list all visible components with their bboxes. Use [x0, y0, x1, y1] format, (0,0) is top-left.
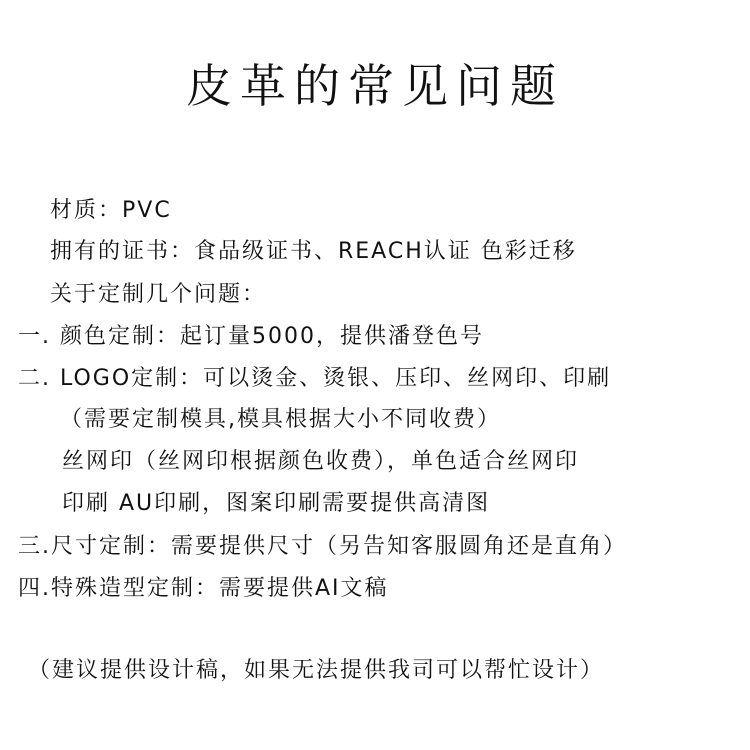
logo-custom-line: 二. LOGO定制：可以烫金、烫银、压印、丝网印、印刷 — [18, 366, 612, 391]
material-line: 材质：PVC — [50, 198, 172, 223]
printing-line: 印刷 AU印刷，图案印刷需要提供高清图 — [62, 491, 491, 516]
custom-intro-line: 关于定制几个问题： — [50, 282, 267, 307]
size-custom-line: 三.尺寸定制：需要提供尺寸（另告知客服圆角还是直角） — [18, 534, 627, 559]
footer-note: （建议提供设计稿，如果无法提供我司可以帮忙设计） — [28, 658, 605, 683]
silk-screen-line: 丝网印（丝网印根据颜色收费），单色适合丝网印 — [62, 449, 580, 474]
page-title: 皮革的常见问题 — [186, 59, 564, 113]
mold-note-line: （需要定制模具,模具根据大小不同收费） — [60, 407, 501, 432]
color-custom-line: 一. 颜色定制：起订量5000，提供潘登色号 — [18, 324, 484, 349]
special-shape-line: 四.特殊造型定制：需要提供AI文稿 — [18, 576, 389, 601]
certificates-line: 拥有的证书：食品级证书、REACH认证 色彩迁移 — [50, 239, 577, 264]
